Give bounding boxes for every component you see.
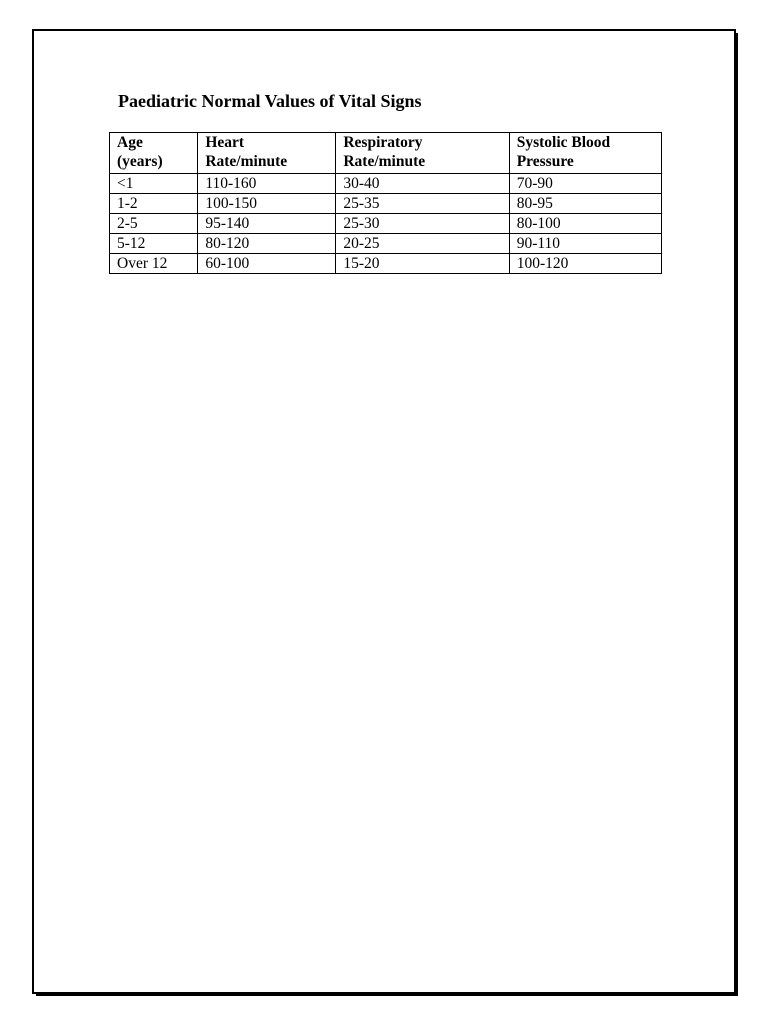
cell-age: 2-5 [110,214,198,234]
document-title: Paediatric Normal Values of Vital Signs [118,91,422,111]
table-row [110,234,662,254]
table-header-row [110,133,662,174]
header-systolic-blood-pressure-line-1: Systolic Blood [516,134,611,151]
vital-signs-table [109,132,662,274]
cell-age: 5-12 [110,234,198,254]
header-heart-rate-line-1: Heart [205,134,245,151]
cell-systolic-blood-pressure: 80-100 [509,214,661,234]
cell-systolic-blood-pressure: 90-110 [509,234,661,254]
header-systolic-blood-pressure-line-2: Pressure [516,153,574,170]
header-respiratory-rate-line-2: Rate/minute [343,153,426,170]
header-age [110,133,198,174]
cell-respiratory-rate: 25-30 [336,214,509,234]
cell-systolic-blood-pressure: 80-95 [509,194,661,214]
header-heart-rate-line-2: Rate/minute [205,153,288,170]
cell-heart-rate: 95-140 [198,214,336,234]
table-row [110,214,662,234]
cell-respiratory-rate: 25-35 [336,194,509,214]
document-page [32,29,736,994]
cell-respiratory-rate: 15-20 [336,254,509,274]
cell-age: <1 [110,174,198,194]
cell-heart-rate: 80-120 [198,234,336,254]
cell-systolic-blood-pressure: 100-120 [509,254,661,274]
header-respiratory-rate-line-1: Respiratory [343,134,423,151]
header-heart-rate [198,133,336,174]
header-respiratory-rate [336,133,509,174]
cell-heart-rate: 110-160 [198,174,336,194]
header-age-line-1: Age [117,134,143,151]
cell-age: Over 12 [110,254,198,274]
cell-heart-rate: 100-150 [198,194,336,214]
header-age-line-2: (years) [117,153,163,170]
header-systolic-blood-pressure [509,133,661,174]
table-row [110,194,662,214]
cell-systolic-blood-pressure: 70-90 [509,174,661,194]
table-row [110,254,662,274]
cell-age: 1-2 [110,194,198,214]
cell-respiratory-rate: 30-40 [336,174,509,194]
table-row [110,174,662,194]
cell-respiratory-rate: 20-25 [336,234,509,254]
cell-heart-rate: 60-100 [198,254,336,274]
